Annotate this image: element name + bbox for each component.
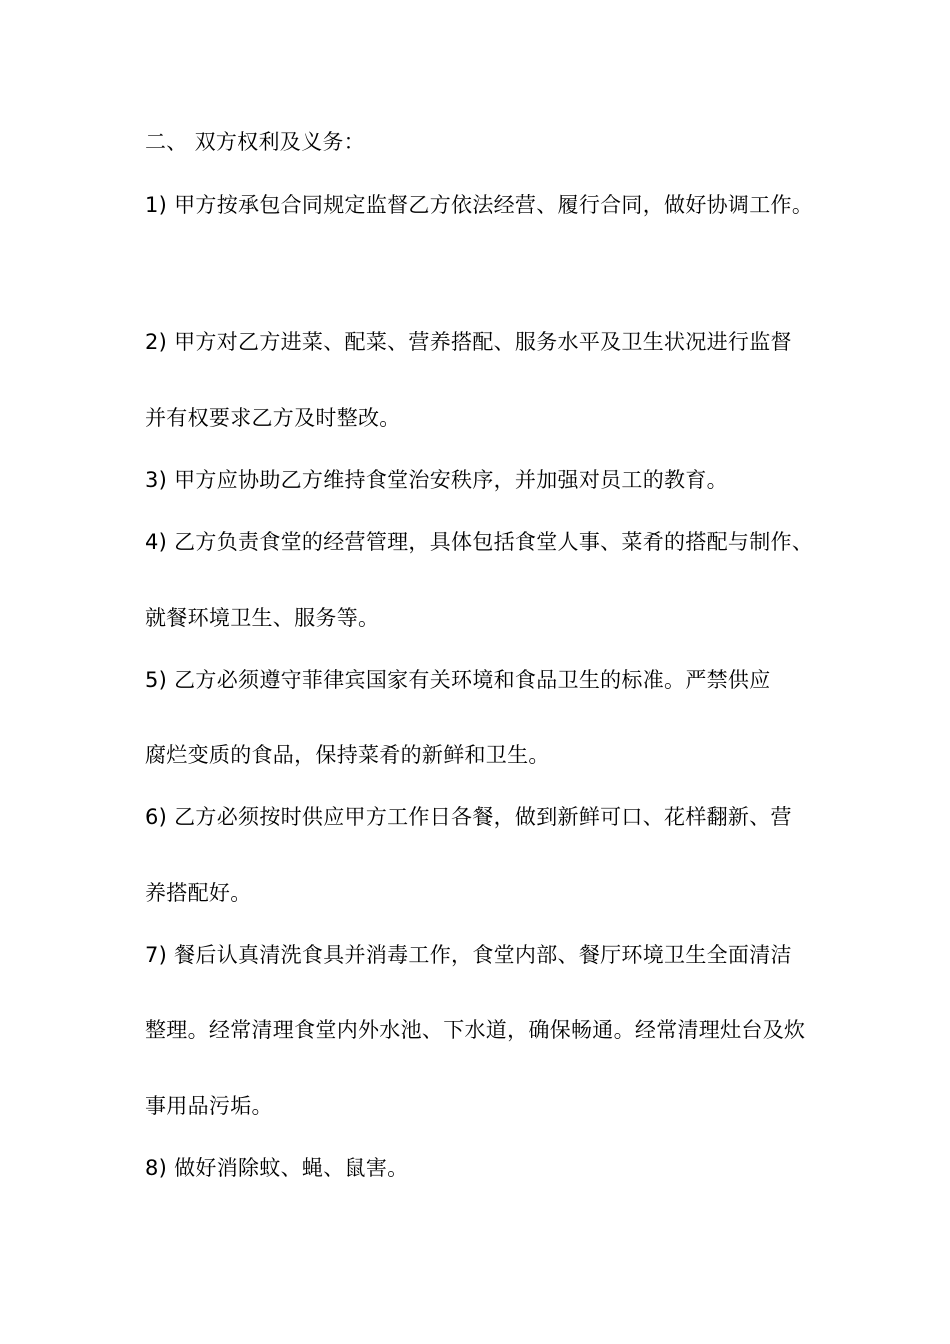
clause-2-line-2: 并有权要求乙方及时整改。 (145, 406, 401, 430)
section-heading: 二、 双方权利及义务： (145, 130, 365, 154)
clause-4-line-2: 就餐环境卫生、服务等。 (145, 606, 380, 630)
clause-7-line-2: 整理。经常清理食堂内外水池、下水道，确保畅通。经常清理灶台及炊 (145, 1018, 806, 1042)
clause-1-line-1: 1) 甲方按承包合同规定监督乙方依法经营、履行合同，做好协调工作。 (145, 193, 814, 217)
clause-2-line-1: 2) 甲方对乙方进菜、配菜、营养搭配、服务水平及卫生状况进行监督 (145, 330, 792, 354)
clause-3-line-1: 3) 甲方应协助乙方维持食堂治安秩序，并加强对员工的教育。 (145, 468, 728, 492)
clause-4-line-1: 4) 乙方负责食堂的经营管理，具体包括食堂人事、菜肴的搭配与制作、 (145, 530, 814, 554)
clause-6-line-2: 养搭配好。 (145, 881, 252, 905)
clause-5-line-1: 5) 乙方必须遵守菲律宾国家有关环境和食品卫生的标准。严禁供应 (145, 668, 771, 692)
clause-7-line-1: 7) 餐后认真清洗食具并消毒工作，食堂内部、餐厅环境卫生全面清洁 (145, 943, 792, 967)
clause-8-line-1: 8) 做好消除蚊、蝇、鼠害。 (145, 1156, 409, 1180)
clause-7-line-3: 事用品污垢。 (145, 1094, 273, 1118)
clause-6-line-1: 6) 乙方必须按时供应甲方工作日各餐，做到新鲜可口、花样翻新、营 (145, 805, 792, 829)
clause-5-line-2: 腐烂变质的食品，保持菜肴的新鲜和卫生。 (145, 743, 550, 767)
